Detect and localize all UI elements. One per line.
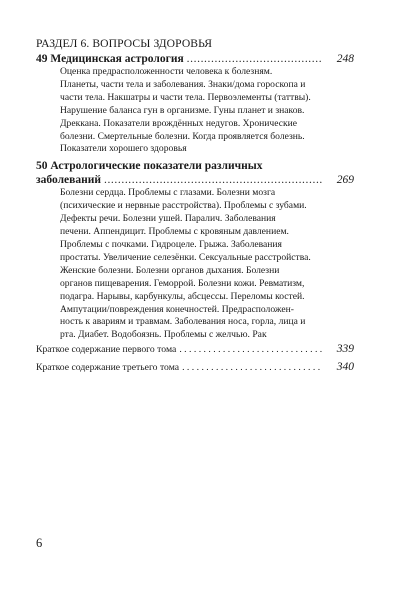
dot-leader: [187, 52, 322, 66]
dot-leader: [179, 343, 322, 357]
entry-title-line-1: 50 Астрологические показатели различных: [36, 160, 263, 173]
description-line: Болезни сердца. Проблемы с глазами. Болезни мозга: [60, 187, 276, 199]
dot-leader: [182, 361, 322, 375]
description-line: (психические и нервные расстройства). Проблемы с зубами.: [60, 200, 307, 212]
toc-entry-49: [36, 52, 354, 66]
description-line: Планеты, части тела и заболевания. Знаки/дома гороскопа и: [60, 78, 306, 90]
description-line: рта. Диабет. Водобоязнь. Проблемы с желчью. Рак: [60, 329, 267, 341]
description-line: Проблемы с почками. Гидроцеле. Грыжа. Заболевания: [60, 238, 282, 250]
toc-summary-volume-1: [36, 342, 354, 357]
description-line: Женские болезни. Болезни органов дыхания. Болезни: [60, 264, 280, 276]
description-line: Дреккана. Показатели врождённых недугов. Хронические: [60, 117, 298, 129]
description-line: простаты. Увеличение селезёнки. Сексуальные расстройства.: [60, 251, 311, 263]
entry-description: [60, 187, 328, 342]
entry-title-line-2: заболеваний: [36, 174, 101, 187]
description-line: Показатели хорошего здоровья: [60, 143, 187, 155]
description-line: болезни. Смертельные болезни. Когда проявляется болезнь.: [60, 130, 305, 142]
summary-title: Краткое содержание третьего тома: [36, 362, 180, 374]
toc-summary-volume-3: [36, 360, 354, 375]
description-line: печени. Аппендицит. Проблемы с кровяным давлением.: [60, 226, 289, 238]
description-line: Оценка предрасположенности человека к болезням.: [60, 66, 273, 77]
entry-description: [60, 66, 328, 156]
table-of-contents: [36, 36, 354, 375]
description-line: подагра. Нарывы, карбункулы, абсцессы. Переломы костей.: [60, 290, 305, 302]
summary-title: Краткое содержание первого тома: [36, 344, 177, 356]
description-line: Нарушение баланса гун в организме. Гуны планет и знаков.: [60, 104, 305, 116]
description-line: Ампутации/повреждения конечностей. Предрасположен-: [60, 303, 294, 315]
description-line: Дефекты речи. Болезни ушей. Паралич. Заболевания: [60, 213, 276, 225]
description-line: органов пищеварения. Геморрой. Болезни кожи. Ревматизм,: [60, 277, 305, 289]
dot-leader: [104, 173, 322, 187]
entry-page-number: 248: [336, 53, 354, 65]
description-line: части тела. Накшатры и части тела. Первоэлементы (таттвы).: [60, 91, 311, 103]
entry-page-number: 269: [336, 174, 354, 187]
toc-entry-50: [36, 159, 354, 187]
description-line: ность к авариям и травмам. Заболевания носа, горла, лица и: [60, 316, 306, 328]
summary-page-number: 340: [336, 361, 354, 374]
section-title: РАЗДЕЛ 6. ВОПРОСЫ ЗДОРОВЬЯ: [36, 37, 213, 50]
summary-page-number: 339: [336, 343, 354, 356]
page-folio-number: 6: [36, 536, 43, 550]
entry-title: 49 Медицинская астрология: [36, 53, 184, 65]
